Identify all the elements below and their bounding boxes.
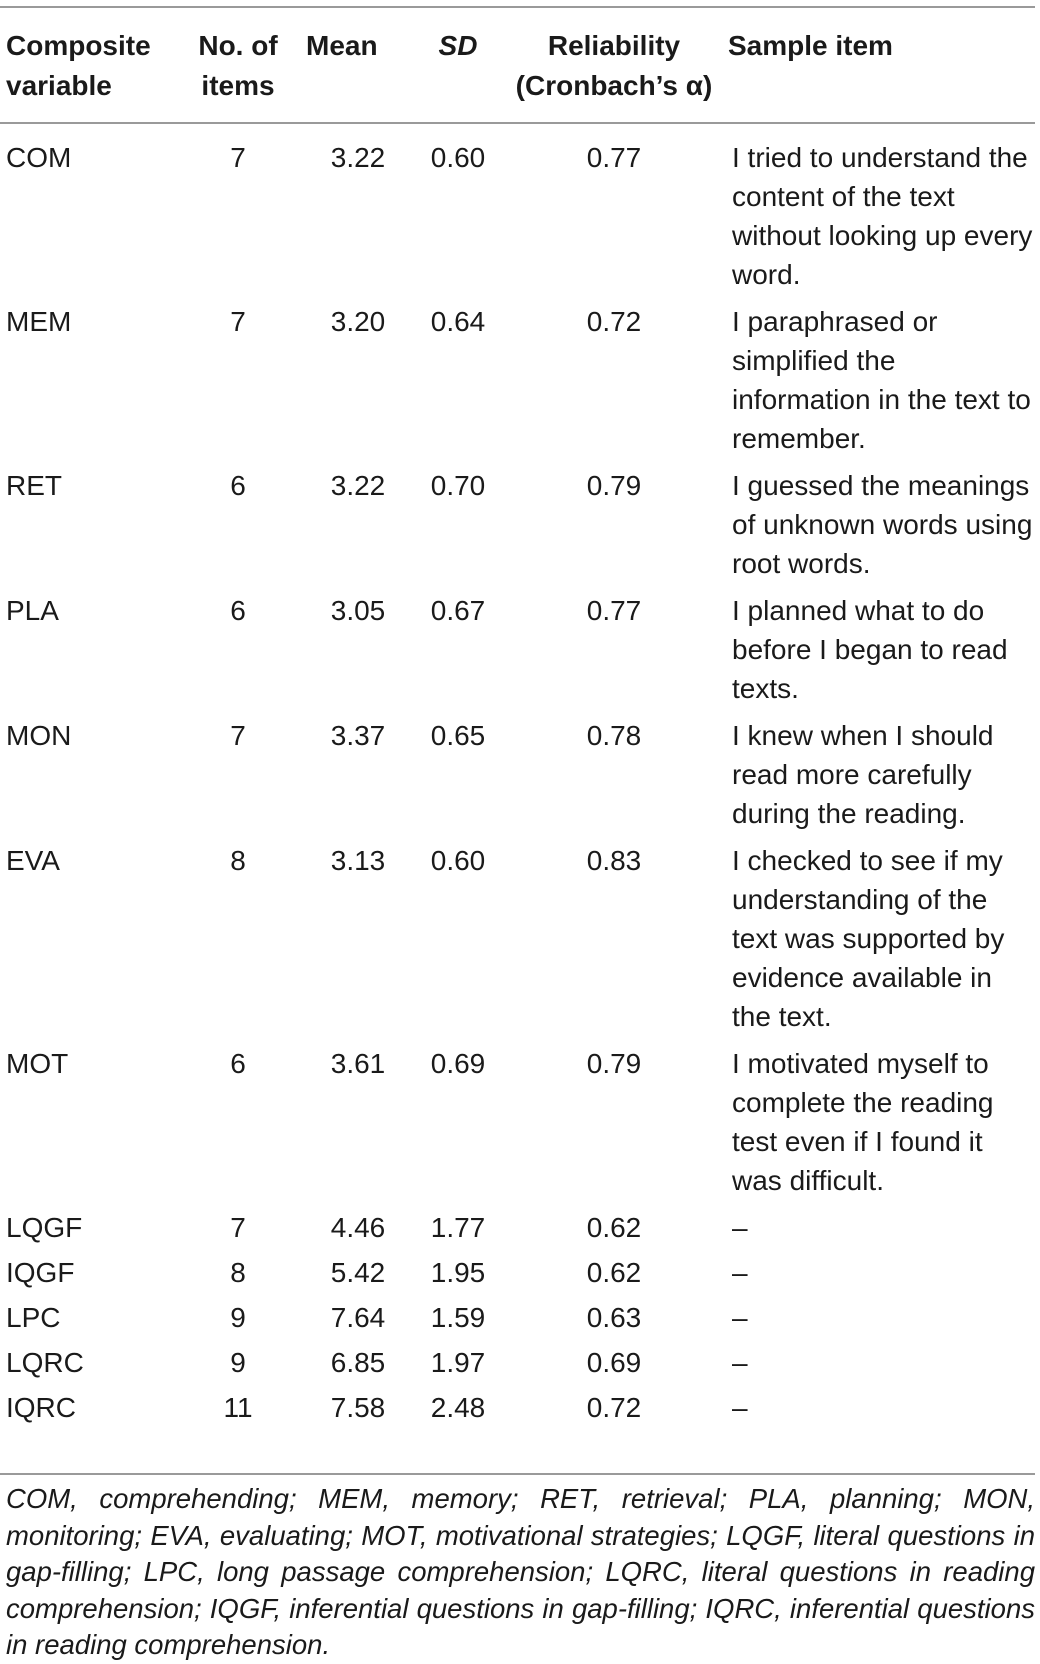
table-row bbox=[0, 591, 1035, 716]
table-row bbox=[0, 1343, 1035, 1388]
cell-mean: 3.20 bbox=[330, 306, 386, 337]
header-row bbox=[0, 7, 1035, 123]
table-body bbox=[0, 123, 1035, 1441]
table-row bbox=[0, 1388, 1035, 1441]
cell-reliability: 0.63 bbox=[586, 1302, 642, 1333]
cell-reliability: 0.78 bbox=[586, 720, 642, 751]
table-row bbox=[0, 1208, 1035, 1253]
cell-mean: 3.22 bbox=[330, 470, 386, 501]
cell-variable: COM bbox=[6, 142, 72, 173]
cell-mean: 5.42 bbox=[330, 1257, 386, 1288]
table-row bbox=[0, 1298, 1035, 1343]
cell-variable: LQGF bbox=[6, 1212, 83, 1243]
cell-sd: 0.64 bbox=[430, 306, 486, 337]
cell-reliability: 0.62 bbox=[586, 1257, 642, 1288]
table-row bbox=[0, 1253, 1035, 1298]
cell-sd: 2.48 bbox=[430, 1392, 486, 1423]
cell-sample-item: I paraphrased or simplified the information in the text to remember. bbox=[732, 306, 1031, 454]
cell-no-of-items: 7 bbox=[230, 142, 246, 173]
header-reliability: Reliability (Cronbach’s α) bbox=[515, 30, 713, 101]
cell-variable: EVA bbox=[6, 845, 60, 876]
cell-sample-item: I planned what to do before I began to read texts. bbox=[732, 595, 1008, 704]
cell-reliability: 0.79 bbox=[586, 1048, 642, 1079]
cell-no-of-items: 11 bbox=[223, 1392, 253, 1423]
header-sample-item: Sample item bbox=[728, 30, 893, 61]
header-sd: SD bbox=[438, 30, 478, 61]
cell-reliability: 0.72 bbox=[586, 1392, 642, 1423]
cell-variable: PLA bbox=[6, 595, 59, 626]
table-row bbox=[0, 302, 1035, 466]
cell-sd: 0.70 bbox=[430, 470, 486, 501]
cell-sd: 1.95 bbox=[430, 1257, 486, 1288]
cell-sd: 0.69 bbox=[430, 1048, 486, 1079]
cell-reliability: 0.69 bbox=[586, 1347, 642, 1378]
descriptive-statistics-table bbox=[0, 6, 1035, 1441]
table-row bbox=[0, 466, 1035, 591]
cell-variable: RET bbox=[6, 470, 62, 501]
header-no-of-items: No. of items bbox=[198, 30, 278, 101]
cell-no-of-items: 8 bbox=[230, 1257, 246, 1288]
header-composite-variable: Composite variable bbox=[6, 30, 151, 101]
cell-reliability: 0.77 bbox=[586, 595, 642, 626]
cell-mean: 7.64 bbox=[330, 1302, 386, 1333]
cell-reliability: 0.77 bbox=[586, 142, 642, 173]
cell-sd: 0.60 bbox=[430, 142, 486, 173]
cell-sample-item: – bbox=[732, 1212, 748, 1243]
cell-no-of-items: 6 bbox=[230, 1048, 246, 1079]
cell-no-of-items: 9 bbox=[230, 1302, 246, 1333]
cell-variable: MOT bbox=[6, 1048, 69, 1079]
cell-sample-item: I guessed the meanings of unknown words using root words. bbox=[732, 470, 1033, 579]
cell-sd: 1.77 bbox=[430, 1212, 486, 1243]
table-row bbox=[0, 1044, 1035, 1208]
cell-variable: IQGF bbox=[6, 1257, 75, 1288]
table-row bbox=[0, 716, 1035, 841]
cell-no-of-items: 7 bbox=[230, 720, 246, 751]
cell-no-of-items: 9 bbox=[230, 1347, 246, 1378]
cell-sample-item: – bbox=[732, 1257, 748, 1288]
header-mean: Mean bbox=[306, 30, 378, 61]
cell-mean: 3.22 bbox=[330, 142, 386, 173]
cell-reliability: 0.79 bbox=[586, 470, 642, 501]
cell-reliability: 0.72 bbox=[586, 306, 642, 337]
cell-sd: 0.67 bbox=[430, 595, 486, 626]
cell-sample-item: I tried to understand the content of the text without looking up every word. bbox=[732, 142, 1033, 290]
table-footnote: COM, comprehending; MEM, memory; RET, retrieval; PLA, planning; MON, monitoring; EVA, evaluating; MOT, motivational strategies; LQGF, literal questions in gap-filling; LPC, long passage comprehension; LQRC, literal questions in reading comprehension; IQGF, inferential questions in gap-filling; IQRC, inferential questions in reading comprehension. bbox=[0, 1473, 1035, 1664]
cell-sample-item: I checked to see if my understanding of the text was supported by evidence available in the text. bbox=[732, 845, 1005, 1032]
cell-sd: 1.59 bbox=[430, 1302, 486, 1333]
cell-mean: 3.61 bbox=[330, 1048, 386, 1079]
table-row bbox=[0, 841, 1035, 1044]
cell-reliability: 0.83 bbox=[586, 845, 642, 876]
cell-no-of-items: 7 bbox=[230, 1212, 246, 1243]
cell-variable: MEM bbox=[6, 306, 72, 337]
cell-no-of-items: 6 bbox=[230, 470, 246, 501]
cell-sd: 0.60 bbox=[430, 845, 486, 876]
table-row bbox=[0, 123, 1035, 302]
cell-mean: 4.46 bbox=[330, 1212, 386, 1243]
cell-sample-item: I knew when I should read more carefully during the reading. bbox=[732, 720, 994, 829]
cell-no-of-items: 6 bbox=[230, 595, 246, 626]
cell-reliability: 0.62 bbox=[586, 1212, 642, 1243]
cell-no-of-items: 8 bbox=[230, 845, 246, 876]
cell-mean: 7.58 bbox=[330, 1392, 386, 1423]
cell-variable: LQRC bbox=[6, 1347, 84, 1378]
cell-sd: 1.97 bbox=[430, 1347, 486, 1378]
cell-variable: MON bbox=[6, 720, 72, 751]
cell-mean: 6.85 bbox=[330, 1347, 386, 1378]
cell-sd: 0.65 bbox=[430, 720, 486, 751]
cell-sample-item: – bbox=[732, 1347, 748, 1378]
cell-mean: 3.05 bbox=[330, 595, 386, 626]
table-header bbox=[0, 7, 1035, 123]
cell-sample-item: – bbox=[732, 1392, 748, 1423]
cell-no-of-items: 7 bbox=[230, 306, 246, 337]
cell-mean: 3.37 bbox=[330, 720, 386, 751]
cell-variable: IQRC bbox=[6, 1392, 76, 1423]
cell-sample-item: – bbox=[732, 1302, 748, 1333]
cell-mean: 3.13 bbox=[330, 845, 386, 876]
cell-sample-item: I motivated myself to complete the reading test even if I found it was difficult. bbox=[732, 1048, 994, 1196]
cell-variable: LPC bbox=[6, 1302, 61, 1333]
